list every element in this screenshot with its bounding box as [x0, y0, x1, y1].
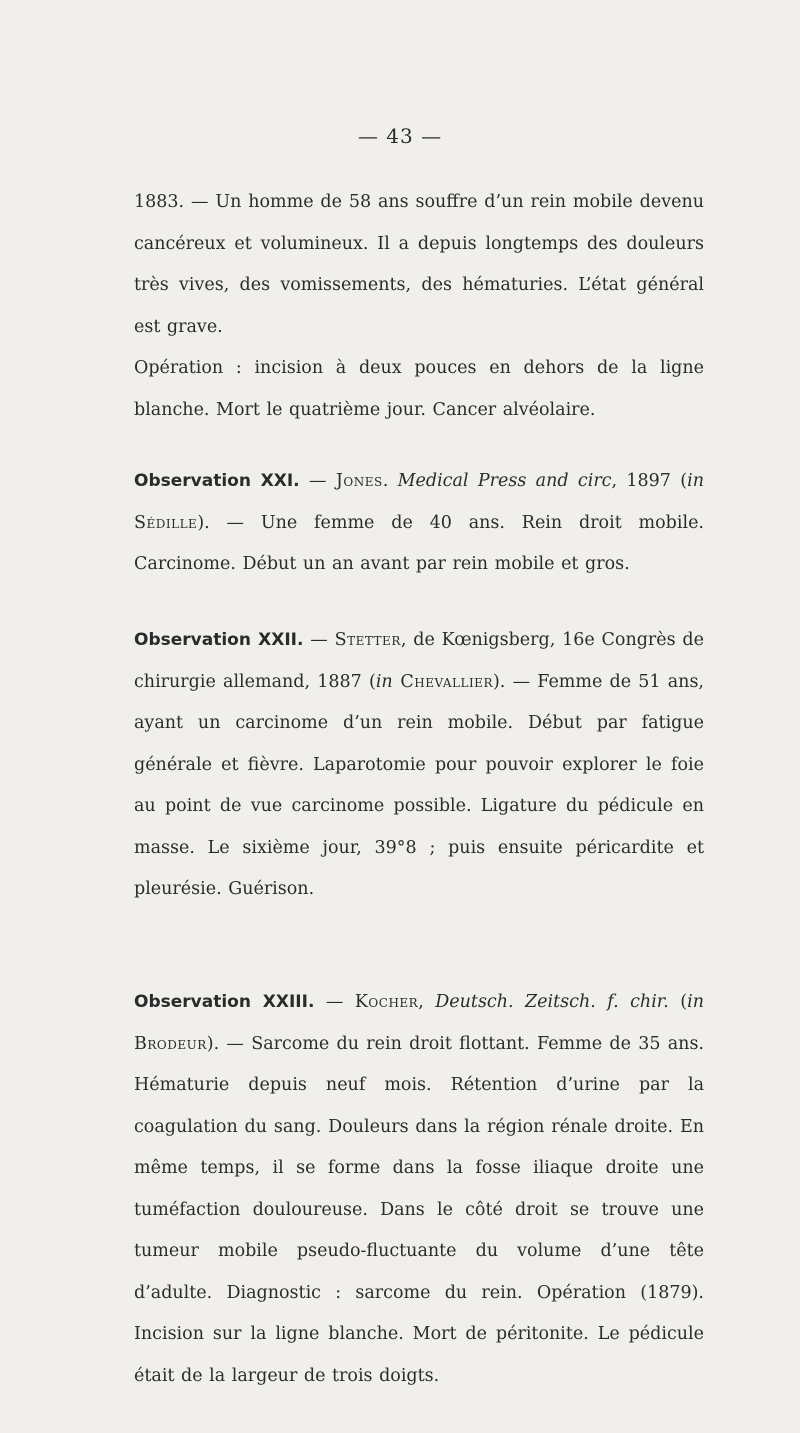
observation-22-author: Stetter	[334, 630, 401, 650]
case-1883-description: 1883. — Un homme de 58 ans souffre d’un rein mobile devenu cancéreux et volumineux. Il a depuis longtemps des douleurs très vives, des vomissements, des hématuries. L’état général est grave.	[134, 192, 704, 337]
observation-22-in-author: Chevallier	[392, 671, 493, 692]
observation-22-dash: —	[303, 630, 335, 650]
observation-21-dash: —	[299, 471, 336, 491]
observation-21-in: in	[687, 471, 704, 491]
observation-22-body: ). — Femme de 51 ans, ayant un carcinome d’un rein mobile. Début par fatigue générale et fièvre. Laparotomie pour pouvoir explorer le foie au point de vue carcinome possible. Ligature du pédicule en masse. Le sixième jour, 39°8 ; puis ensuite péricardite et pleurésie. Guérison.	[134, 671, 704, 899]
page-number: — 43 —	[357, 124, 443, 148]
observation-23-in-author: Brodeur	[134, 1033, 207, 1054]
observation-22-in: in	[375, 671, 393, 692]
observation-21-sep: .	[382, 471, 398, 491]
observation-21-author: Jones	[335, 471, 383, 491]
observation-22-title: Observation XXII.	[134, 630, 304, 650]
observation-21-title: Observation XXI.	[134, 471, 300, 491]
case-1883	[134, 182, 704, 431]
observation-23-paragraph	[134, 982, 704, 1397]
observation-22-mid: , de Kœnigsberg, 16e Congrès de chirurgie allemand, 1887 (	[134, 630, 704, 692]
case-1883-operation: Opération : incision à deux pouces en dehors de la ligne blanche. Mort le quatrième jour. Cancer alvéolaire.	[134, 358, 704, 420]
observation-21-body: ). — Une femme de 40 ans. Rein droit mobile. Carcinome. Début un an avant par rein mobile et gros.	[134, 512, 704, 574]
observation-21-year: , 1897 (	[611, 471, 688, 491]
observation-23-title: Observation XXIII.	[134, 992, 315, 1012]
observation-22	[134, 620, 704, 911]
observation-23-dash: —	[314, 992, 355, 1012]
observation-23-in: in	[687, 992, 704, 1012]
observation-23-open: (	[668, 992, 688, 1012]
observation-21	[134, 461, 704, 586]
observation-23-sep: ,	[418, 992, 436, 1012]
observation-21-in-author: Sédille	[134, 512, 198, 533]
observation-23-body: ). — Sarcome du rein droit flottant. Femme de 35 ans. Hématurie depuis neuf mois. Rétention d’urine par la coagulation du sang. Douleurs dans la région rénale droite. En même temps, il se forme dans la fosse iliaque droite une tuméfaction douloureuse. Dans le côté droit se trouve une tumeur mobile pseudo-fluctuante du volume d’une tête d’adulte. Diagnostic : sarcome du rein. Opération (1879). Incision sur la ligne blanche. Mort de péritonite. Le pédicule était de la largeur de trois doigts.	[134, 1033, 704, 1386]
observation-23-author: Kocher	[354, 992, 419, 1012]
observation-23	[134, 982, 704, 1397]
observation-21-paragraph	[134, 461, 704, 586]
observation-23-source: Deutsch. Zeitsch. f. chir.	[435, 992, 669, 1012]
observation-22-paragraph	[134, 620, 704, 911]
observation-21-source: Medical Press and circ	[397, 471, 612, 491]
